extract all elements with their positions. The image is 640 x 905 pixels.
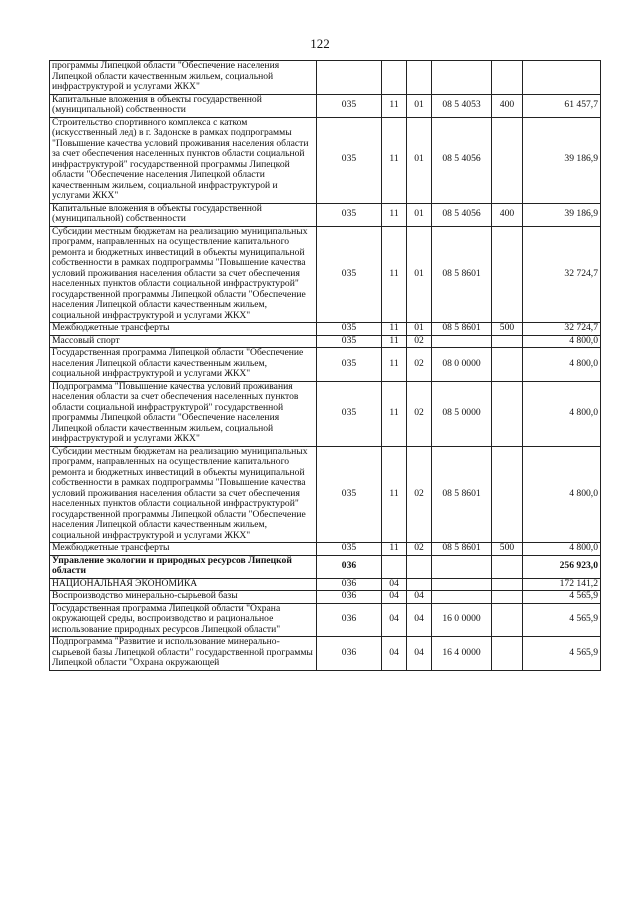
section-code-cell: 11 [382,94,407,117]
budget-table-body [50,61,601,671]
subsection-code-cell: 02 [407,446,432,543]
section-code-cell: 11 [382,335,407,348]
expense-type-cell [492,555,523,578]
amount-cell: 172 141,2 [523,578,601,591]
section-code-cell: 04 [382,637,407,671]
table-row [50,543,601,556]
target-code-cell [432,61,492,95]
subsection-code-cell: 02 [407,348,432,382]
table-row [50,637,601,671]
row-name-cell: Массовый спорт [50,335,317,348]
ministry-code-cell: 036 [317,578,382,591]
expense-type-cell: 400 [492,203,523,226]
subsection-code-cell: 04 [407,637,432,671]
row-name-cell: Межбюджетные трансферты [50,543,317,556]
target-code-cell: 08 5 8601 [432,226,492,323]
section-code-cell: 04 [382,603,407,637]
row-name-cell: Подпрограмма "Развитие и использование минерально-сырьевой базы Липецкой области" государственной программы Липецкой области "Охрана окружающей [50,637,317,671]
subsection-code-cell: 02 [407,543,432,556]
expense-type-cell [492,381,523,446]
expense-type-cell [492,591,523,604]
ministry-code-cell: 035 [317,226,382,323]
ministry-code-cell: 035 [317,94,382,117]
table-row [50,117,601,203]
target-code-cell: 08 5 4056 [432,117,492,203]
table-row [50,323,601,336]
subsection-code-cell: 02 [407,335,432,348]
section-code-cell: 11 [382,381,407,446]
ministry-code-cell: 035 [317,203,382,226]
ministry-code-cell: 036 [317,603,382,637]
table-row [50,203,601,226]
row-name-cell: программы Липецкой области "Обеспечение населения Липецкой области качественным жильем, социальной инфраструктурой и услугами ЖКХ" [50,61,317,95]
subsection-code-cell [407,555,432,578]
row-name-cell: Управление экологии и природных ресурсов Липецкой области [50,555,317,578]
amount-cell: 4 800,0 [523,446,601,543]
target-code-cell: 08 5 0000 [432,381,492,446]
table-row [50,591,601,604]
target-code-cell [432,555,492,578]
section-code-cell: 11 [382,446,407,543]
target-code-cell: 08 5 8601 [432,543,492,556]
target-code-cell [432,335,492,348]
amount-cell: 39 186,9 [523,203,601,226]
row-name-cell: Строительство спортивного комплекса с катком (искусственный лед) в г. Задонске в рамках подпрограммы "Повышение качества условий проживания населения области за счет обеспечения населенных пунктов области социальной инфраструктурой" государственной программы Липецкой области "Обеспечение населения Липецкой области качественным жильем, социальной инфраструктурой и услугами ЖКХ" [50,117,317,203]
expense-type-cell: 500 [492,543,523,556]
expense-type-cell [492,117,523,203]
section-code-cell: 11 [382,543,407,556]
table-row [50,348,601,382]
target-code-cell: 08 5 4056 [432,203,492,226]
expense-type-cell: 500 [492,323,523,336]
subsection-code-cell: 04 [407,591,432,604]
amount-cell: 4 565,9 [523,603,601,637]
table-row [50,381,601,446]
amount-cell: 256 923,0 [523,555,601,578]
ministry-code-cell: 035 [317,323,382,336]
amount-cell: 4 565,9 [523,591,601,604]
expense-type-cell [492,348,523,382]
row-name-cell: НАЦИОНАЛЬНАЯ ЭКОНОМИКА [50,578,317,591]
ministry-code-cell: 035 [317,543,382,556]
row-name-cell: Подпрограмма "Повышение качества условий проживания населения области за счет обеспечения населенных пунктов области социальной инфраструктурой" государственной программы Липецкой области "Обеспечение населения Липецкой области качественным жильем, социальной инфраструктурой и услугами ЖКХ" [50,381,317,446]
target-code-cell: 08 5 8601 [432,446,492,543]
target-code-cell: 16 4 0000 [432,637,492,671]
subsection-code-cell: 01 [407,226,432,323]
expense-type-cell [492,603,523,637]
expense-type-cell [492,446,523,543]
section-code-cell [382,61,407,95]
section-code-cell: 11 [382,348,407,382]
ministry-code-cell: 036 [317,591,382,604]
amount-cell: 4 565,9 [523,637,601,671]
page-number: 122 [310,36,330,51]
section-code-cell: 04 [382,578,407,591]
section-code-cell: 11 [382,203,407,226]
row-name-cell: Государственная программа Липецкой области "Обеспечение населения Липецкой области качественным жильем, социальной инфраструктурой и услугами ЖКХ" [50,348,317,382]
subsection-code-cell [407,578,432,591]
subsection-code-cell: 01 [407,117,432,203]
amount-cell: 4 800,0 [523,335,601,348]
ministry-code-cell: 035 [317,446,382,543]
row-name-cell: Субсидии местным бюджетам на реализацию муниципальных программ, направленных на осуществление капитального ремонта и бюджетных инвестиций в объекты муниципальной собственности в рамках подпрограммы "Повышение качества условий проживания населения области за счет обеспечения населенных пунктов области социальной инфраструктурой" государственной программы Липецкой области "Обеспечение населения Липецкой области качественным жильем, социальной инфраструктурой и услугами ЖКХ" [50,226,317,323]
amount-cell: 39 186,9 [523,117,601,203]
target-code-cell: 08 5 8601 [432,323,492,336]
table-row [50,335,601,348]
section-code-cell: 11 [382,323,407,336]
amount-cell: 4 800,0 [523,543,601,556]
expense-type-cell [492,637,523,671]
amount-cell: 32 724,7 [523,323,601,336]
target-code-cell: 16 0 0000 [432,603,492,637]
subsection-code-cell: 02 [407,381,432,446]
table-row [50,61,601,95]
subsection-code-cell: 01 [407,203,432,226]
ministry-code-cell: 036 [317,637,382,671]
ministry-code-cell [317,61,382,95]
target-code-cell [432,578,492,591]
target-code-cell: 08 0 0000 [432,348,492,382]
expense-type-cell [492,226,523,323]
row-name-cell: Капитальные вложения в объекты государственной (муниципальной) собственности [50,203,317,226]
ministry-code-cell: 035 [317,117,382,203]
table-row [50,446,601,543]
amount-cell: 4 800,0 [523,348,601,382]
section-code-cell: 04 [382,591,407,604]
table-row [50,555,601,578]
subsection-code-cell: 04 [407,603,432,637]
amount-cell: 4 800,0 [523,381,601,446]
expense-type-cell: 400 [492,94,523,117]
ministry-code-cell: 035 [317,335,382,348]
ministry-code-cell: 036 [317,555,382,578]
row-name-cell: Капитальные вложения в объекты государственной (муниципальной) собственности [50,94,317,117]
table-row [50,226,601,323]
section-code-cell: 11 [382,226,407,323]
expense-type-cell [492,61,523,95]
row-name-cell: Субсидии местным бюджетам на реализацию муниципальных программ, направленных на осуществление капитального ремонта и бюджетных инвестиций в объекты муниципальной собственности в рамках подпрограммы "Повышение качества условий проживания населения области за счет обеспечения населенных пунктов области социальной инфраструктурой" государственной программы Липецкой области "Обеспечение населения Липецкой области качественным жильем, социальной инфраструктурой и услугами ЖКХ" [50,446,317,543]
budget-table [49,60,601,671]
table-row [50,603,601,637]
row-name-cell: Воспроизводство минерально-сырьевой базы [50,591,317,604]
subsection-code-cell: 01 [407,323,432,336]
section-code-cell: 11 [382,117,407,203]
row-name-cell: Государственная программа Липецкой области "Охрана окружающей среды, воспроизводство и рациональное использование природных ресурсов Липецкой области" [50,603,317,637]
subsection-code-cell [407,61,432,95]
target-code-cell: 08 5 4053 [432,94,492,117]
table-row [50,578,601,591]
ministry-code-cell: 035 [317,381,382,446]
amount-cell: 32 724,7 [523,226,601,323]
section-code-cell [382,555,407,578]
row-name-cell: Межбюджетные трансферты [50,323,317,336]
ministry-code-cell: 035 [317,348,382,382]
expense-type-cell [492,335,523,348]
subsection-code-cell: 01 [407,94,432,117]
target-code-cell [432,591,492,604]
table-row [50,94,601,117]
amount-cell [523,61,601,95]
amount-cell: 61 457,7 [523,94,601,117]
expense-type-cell [492,578,523,591]
